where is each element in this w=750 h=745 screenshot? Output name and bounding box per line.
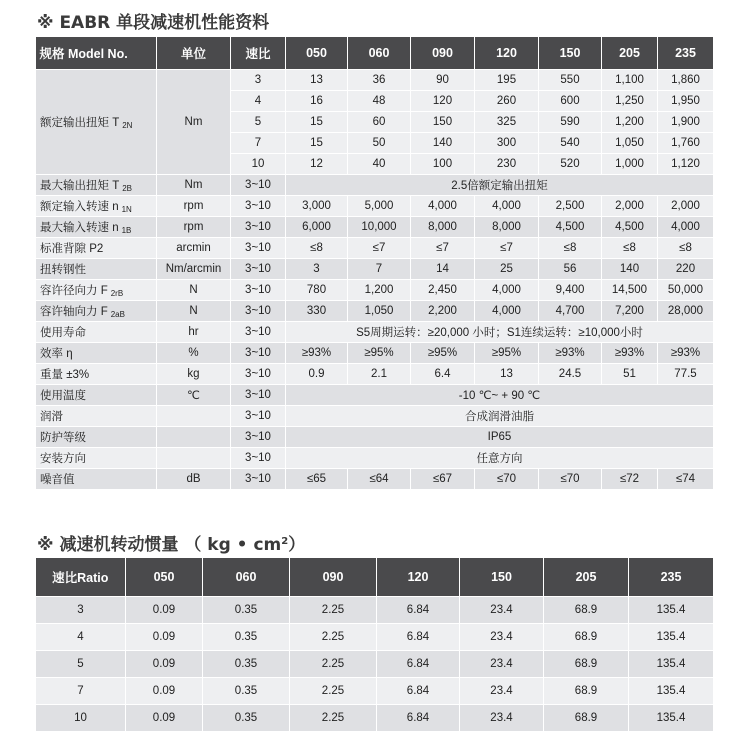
ratio-cell: 7 [231,132,286,153]
row-label [36,321,157,342]
row-label [36,174,157,195]
inertia-row [36,677,714,704]
spec-row [36,237,714,258]
value-cell: 0.35 [203,650,290,677]
value-cell: 28,000 [658,300,714,321]
row-label [36,426,157,447]
value-cell: ≥93% [286,342,348,363]
spec-row [36,216,714,237]
header-model-205: 205 [602,37,658,69]
row-label-text: 润滑 [40,410,63,423]
value-cell: ≤8 [602,237,658,258]
header-model-060: 060 [348,37,411,69]
value-cell: 4,000 [658,216,714,237]
row-label [36,363,157,384]
row-label-text: 标准背隙 P2 [40,242,104,255]
value-cell: 1,860 [658,69,714,90]
spec-row [36,342,714,363]
value-cell: 6,000 [286,216,348,237]
value-cell: 25 [475,258,539,279]
value-cell: 15 [286,111,348,132]
value-cell: 77.5 [658,363,714,384]
value-cell: ≥93% [658,342,714,363]
value-cell: ≥93% [602,342,658,363]
value-cell: 56 [539,258,602,279]
value-cell: 1,050 [348,300,411,321]
value-cell: 2.25 [290,704,377,731]
row-label [36,342,157,363]
spec-row [36,300,714,321]
header-model-090: 090 [411,37,475,69]
value-cell: 13 [286,69,348,90]
row-label-text: 最大输入转速 n [40,221,119,234]
row-label [36,405,157,426]
value-cell: 3 [286,258,348,279]
inertia-title-text: ※ 减速机转动惯量 （ kg • cm [37,535,282,555]
row-label [36,468,157,489]
header-model-120: 120 [377,558,460,596]
value-cell: 90 [411,69,475,90]
value-cell: 16 [286,90,348,111]
inertia-row [36,623,714,650]
ratio-cell: 5 [36,650,126,677]
row-label-subscript: 2N [122,120,133,130]
merged-value-cell: -10 ℃~ + 90 ℃ [286,384,714,405]
row-label-text: 使用温度 [40,389,86,402]
value-cell: 330 [286,300,348,321]
header-ratio: 速比Ratio [36,558,126,596]
unit-cell: N [157,279,231,300]
merged-value-cell: 任意方向 [286,447,714,468]
value-cell: 6.84 [377,677,460,704]
value-cell: 4,500 [602,216,658,237]
ratio-cell: 4 [36,623,126,650]
value-cell: 0.35 [203,677,290,704]
value-cell: 50 [348,132,411,153]
ratio-cell: 3~10 [231,195,286,216]
value-cell: ≥95% [348,342,411,363]
merged-value-cell: 2.5倍额定输出扭矩 [286,174,714,195]
value-cell: 230 [475,153,539,174]
value-cell: 68.9 [544,596,629,623]
value-cell: ≤64 [348,468,411,489]
row-label-text: 噪音值 [40,473,75,486]
row-label [36,195,157,216]
ratio-cell: 10 [231,153,286,174]
value-cell: 1,100 [602,69,658,90]
value-cell: 0.35 [203,596,290,623]
value-cell: 0.09 [126,596,203,623]
value-cell: ≤67 [411,468,475,489]
value-cell: 14 [411,258,475,279]
value-cell: 68.9 [544,623,629,650]
value-cell: 23.4 [460,650,544,677]
value-cell: 6.84 [377,596,460,623]
header-model-120: 120 [475,37,539,69]
row-label-text: 最大输出扭矩 T [40,179,120,192]
inertia-title-superscript: 2 [281,536,289,547]
value-cell: 325 [475,111,539,132]
merged-value-cell: 合成润滑油脂 [286,405,714,426]
value-cell: ≤7 [348,237,411,258]
value-cell: 1,120 [658,153,714,174]
row-label [36,279,157,300]
header-model-060: 060 [203,558,290,596]
value-cell: 4,000 [411,195,475,216]
header-model-235: 235 [629,558,714,596]
value-cell: 48 [348,90,411,111]
unit-cell [157,426,231,447]
value-cell: 4,000 [475,300,539,321]
value-cell: 1,200 [348,279,411,300]
spec-row [36,405,714,426]
value-cell: 9,400 [539,279,602,300]
row-label-text: 额定输出扭矩 T [40,116,120,129]
row-label [36,69,157,174]
merged-value-cell: S5周期运转：≥20,000 小时；S1连续运转：≥10,000小时 [286,321,714,342]
ratio-cell: 3~10 [231,426,286,447]
unit-cell: ℃ [157,384,231,405]
row-label-text: 额定输入转速 n [40,200,119,213]
header-model-050: 050 [126,558,203,596]
value-cell: 140 [411,132,475,153]
value-cell: 6.4 [411,363,475,384]
row-label-text: 扭转钢性 [40,263,86,276]
unit-cell: dB [157,468,231,489]
value-cell: 2,000 [658,195,714,216]
value-cell: ≤8 [658,237,714,258]
value-cell: ≤70 [539,468,602,489]
unit-cell: Nm/arcmin [157,258,231,279]
ratio-cell: 3~10 [231,342,286,363]
row-label-subscript: 2B [122,183,133,193]
value-cell: 0.09 [126,704,203,731]
value-cell: 300 [475,132,539,153]
value-cell: 68.9 [544,677,629,704]
ratio-cell: 3 [231,69,286,90]
unit-cell: hr [157,321,231,342]
spec-row [36,363,714,384]
value-cell: 1,760 [658,132,714,153]
inertia-row [36,596,714,623]
header-model-150: 150 [460,558,544,596]
ratio-cell: 3~10 [231,384,286,405]
value-cell: 24.5 [539,363,602,384]
value-cell: 14,500 [602,279,658,300]
inertia-row [36,704,714,731]
value-cell: 1,050 [602,132,658,153]
value-cell: ≥95% [475,342,539,363]
value-cell: 135.4 [629,677,714,704]
unit-cell: rpm [157,195,231,216]
value-cell: 23.4 [460,704,544,731]
value-cell: ≥93% [539,342,602,363]
value-cell: 2,450 [411,279,475,300]
value-cell: 2.25 [290,596,377,623]
row-label-text: 安装方向 [40,452,86,465]
spec-row [36,258,714,279]
spec-row [36,174,714,195]
ratio-cell: 3~10 [231,300,286,321]
unit-cell: arcmin [157,237,231,258]
row-label-text: 防护等级 [40,431,86,444]
value-cell: 8,000 [475,216,539,237]
unit-cell: % [157,342,231,363]
value-cell: ≤65 [286,468,348,489]
ratio-cell: 10 [36,704,126,731]
value-cell: 1,950 [658,90,714,111]
value-cell: 4,500 [539,216,602,237]
value-cell: ≤7 [411,237,475,258]
ratio-cell: 3~10 [231,279,286,300]
value-cell: 60 [348,111,411,132]
value-cell: 68.9 [544,704,629,731]
ratio-cell: 3~10 [231,321,286,342]
row-label-text: 容许径向力 F [40,284,108,297]
value-cell: 23.4 [460,596,544,623]
value-cell: 15 [286,132,348,153]
inertia-section-title [37,530,305,555]
value-cell: 2,500 [539,195,602,216]
value-cell: 40 [348,153,411,174]
unit-cell [157,405,231,426]
value-cell: 2.25 [290,650,377,677]
row-label-subscript: 2rB [110,288,124,298]
value-cell: 135.4 [629,704,714,731]
unit-cell: kg [157,363,231,384]
value-cell: 4,000 [475,279,539,300]
value-cell: 5,000 [348,195,411,216]
row-label [36,300,157,321]
inertia-header-row [36,558,714,596]
value-cell: 1,200 [602,111,658,132]
header-model-050: 050 [286,37,348,69]
value-cell: 6.84 [377,623,460,650]
unit-cell: N [157,300,231,321]
value-cell: 50,000 [658,279,714,300]
torque-row [36,69,714,90]
value-cell: ≤74 [658,468,714,489]
value-cell: 3,000 [286,195,348,216]
spec-row [36,447,714,468]
spec-row [36,279,714,300]
row-label-subscript: 1B [121,225,132,235]
row-label-text: 容许轴向力 F [40,305,108,318]
value-cell: 540 [539,132,602,153]
row-label [36,237,157,258]
value-cell: 10,000 [348,216,411,237]
value-cell: ≤8 [286,237,348,258]
value-cell: 135.4 [629,596,714,623]
row-label [36,384,157,405]
value-cell: 0.35 [203,623,290,650]
value-cell: ≤8 [539,237,602,258]
value-cell: 0.09 [126,677,203,704]
value-cell: 7 [348,258,411,279]
row-label-subscript: 2aB [110,309,125,319]
value-cell: 51 [602,363,658,384]
header-model: 规格 Model No. [36,37,157,69]
ratio-cell: 7 [36,677,126,704]
ratio-cell: 3 [36,596,126,623]
inertia-row [36,650,714,677]
value-cell: ≤72 [602,468,658,489]
value-cell: 100 [411,153,475,174]
value-cell: 0.9 [286,363,348,384]
row-label-text: 效率 η [40,347,73,360]
spec-row [36,321,714,342]
value-cell: ≤7 [475,237,539,258]
value-cell: 2.25 [290,677,377,704]
value-cell: 2.1 [348,363,411,384]
value-cell: 1,250 [602,90,658,111]
unit-cell [157,447,231,468]
value-cell: 220 [658,258,714,279]
value-cell: 7,200 [602,300,658,321]
row-label-text: 使用寿命 [40,326,86,339]
header-model-150: 150 [539,37,602,69]
ratio-cell: 3~10 [231,258,286,279]
value-cell: 150 [411,111,475,132]
unit-cell: Nm [157,174,231,195]
value-cell: 520 [539,153,602,174]
value-cell: 140 [602,258,658,279]
header-unit: 单位 [157,37,231,69]
value-cell: 1,900 [658,111,714,132]
spec-row [36,468,714,489]
spec-row [36,195,714,216]
value-cell: 36 [348,69,411,90]
ratio-cell: 3~10 [231,237,286,258]
spec-row [36,384,714,405]
performance-header-row [36,37,714,69]
value-cell: 780 [286,279,348,300]
value-cell: 260 [475,90,539,111]
value-cell: 13 [475,363,539,384]
value-cell: 0.09 [126,650,203,677]
value-cell: 6.84 [377,704,460,731]
value-cell: 120 [411,90,475,111]
performance-table [35,37,714,490]
value-cell: 23.4 [460,677,544,704]
value-cell: 6.84 [377,650,460,677]
value-cell: 2,000 [602,195,658,216]
value-cell: 8,000 [411,216,475,237]
unit-cell: rpm [157,216,231,237]
ratio-cell: 5 [231,111,286,132]
ratio-cell: 3~10 [231,363,286,384]
value-cell: 195 [475,69,539,90]
value-cell: 4,000 [475,195,539,216]
merged-value-cell: IP65 [286,426,714,447]
value-cell: ≤70 [475,468,539,489]
inertia-title-close: ） [288,535,306,555]
value-cell: 12 [286,153,348,174]
header-ratio: 速比 [231,37,286,69]
value-cell: 135.4 [629,623,714,650]
row-label [36,216,157,237]
row-label-text: 重量 ±3% [40,368,90,381]
ratio-cell: 3~10 [231,174,286,195]
value-cell: 135.4 [629,650,714,677]
value-cell: 4,700 [539,300,602,321]
value-cell: 0.35 [203,704,290,731]
value-cell: 1,000 [602,153,658,174]
value-cell: 0.09 [126,623,203,650]
header-model-090: 090 [290,558,377,596]
value-cell: ≥95% [411,342,475,363]
value-cell: 600 [539,90,602,111]
value-cell: 550 [539,69,602,90]
performance-section-title: ※ EABR 单段减速机性能资料 [37,13,270,33]
ratio-cell: 3~10 [231,405,286,426]
ratio-cell: 3~10 [231,447,286,468]
value-cell: 2.25 [290,623,377,650]
ratio-cell: 4 [231,90,286,111]
row-label [36,447,157,468]
value-cell: 2,200 [411,300,475,321]
row-label [36,258,157,279]
header-model-235: 235 [658,37,714,69]
ratio-cell: 3~10 [231,216,286,237]
ratio-cell: 3~10 [231,468,286,489]
row-label-subscript: 1N [121,204,132,214]
unit-cell: Nm [157,69,231,174]
inertia-table [35,558,714,732]
header-model-205: 205 [544,558,629,596]
value-cell: 68.9 [544,650,629,677]
spec-row [36,426,714,447]
value-cell: 590 [539,111,602,132]
value-cell: 23.4 [460,623,544,650]
